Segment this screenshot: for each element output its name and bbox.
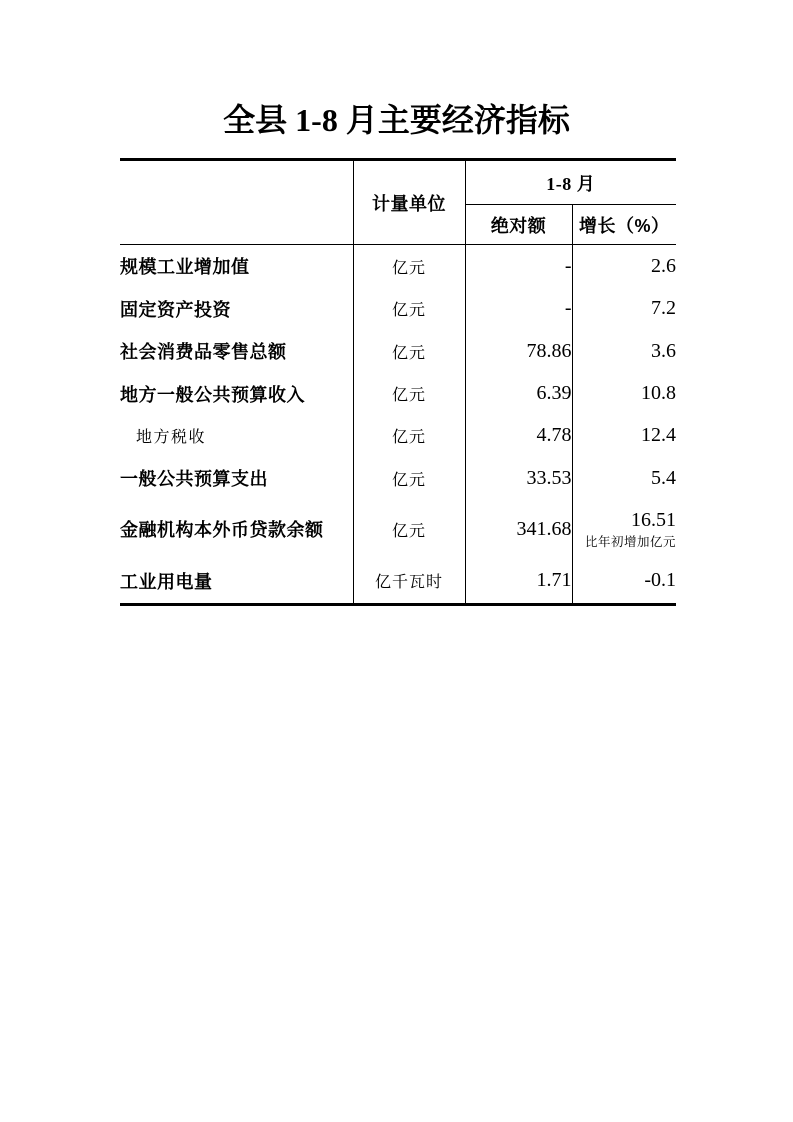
header-absolute: 绝对额 xyxy=(465,205,572,245)
absolute-cell: - xyxy=(465,288,572,330)
absolute-cell: 33.53 xyxy=(465,457,572,500)
growth-cell: 2.6 xyxy=(651,254,676,277)
header-row-period xyxy=(120,160,676,205)
unit-cell: 亿元 xyxy=(353,415,465,457)
growth-cell xyxy=(572,500,676,559)
unit-cell: 亿千瓦时 xyxy=(353,559,465,605)
unit-cell: 亿元 xyxy=(353,457,465,500)
table-row xyxy=(120,457,676,500)
growth-cell: 3.6 xyxy=(651,339,676,362)
table-row xyxy=(120,415,676,457)
growth-cell: 5.4 xyxy=(651,466,676,489)
unit-cell: 亿元 xyxy=(353,373,465,415)
growth-note: 比年初增加亿元 xyxy=(584,534,676,549)
header-indicator-blank xyxy=(120,160,353,245)
header-growth: 增长（%） xyxy=(572,205,676,245)
table-row xyxy=(120,288,676,330)
unit-cell: 亿元 xyxy=(353,288,465,330)
absolute-cell: 1.71 xyxy=(465,559,572,605)
indicator-cell-sub: 地方税收 xyxy=(120,415,353,457)
table-row xyxy=(120,559,676,605)
indicator-cell: 固定资产投资 xyxy=(120,288,353,330)
table-row xyxy=(120,500,676,559)
indicator-cell: 地方一般公共预算收入 xyxy=(120,373,353,415)
table-row xyxy=(120,330,676,373)
indicator-cell: 社会消费品零售总额 xyxy=(120,330,353,373)
growth-cell: -0.1 xyxy=(644,569,676,592)
indicator-cell: 一般公共预算支出 xyxy=(120,457,353,500)
absolute-cell: - xyxy=(465,245,572,288)
absolute-cell: 78.86 xyxy=(465,330,572,373)
unit-cell: 亿元 xyxy=(353,330,465,373)
economic-indicators-table xyxy=(120,158,676,606)
table-row xyxy=(120,245,676,288)
indicator-cell: 工业用电量 xyxy=(120,559,353,605)
header-unit: 计量单位 xyxy=(353,160,465,245)
page-title: 全县 1-8 月主要经济指标 xyxy=(223,102,570,138)
growth-cell: 10.8 xyxy=(641,382,676,404)
absolute-cell: 6.39 xyxy=(465,373,572,415)
absolute-cell: 4.78 xyxy=(465,415,572,457)
growth-cell: 12.4 xyxy=(641,424,676,446)
growth-cell: 7.2 xyxy=(651,297,676,319)
header-period: 1-8 月 xyxy=(465,160,676,205)
unit-cell: 亿元 xyxy=(353,500,465,559)
unit-cell: 亿元 xyxy=(353,245,465,288)
absolute-cell: 341.68 xyxy=(465,500,572,559)
indicator-cell: 规模工业增加值 xyxy=(120,245,353,288)
growth-value: 16.51 xyxy=(631,508,676,531)
table-row xyxy=(120,373,676,415)
indicator-cell: 金融机构本外币贷款余额 xyxy=(120,500,353,559)
